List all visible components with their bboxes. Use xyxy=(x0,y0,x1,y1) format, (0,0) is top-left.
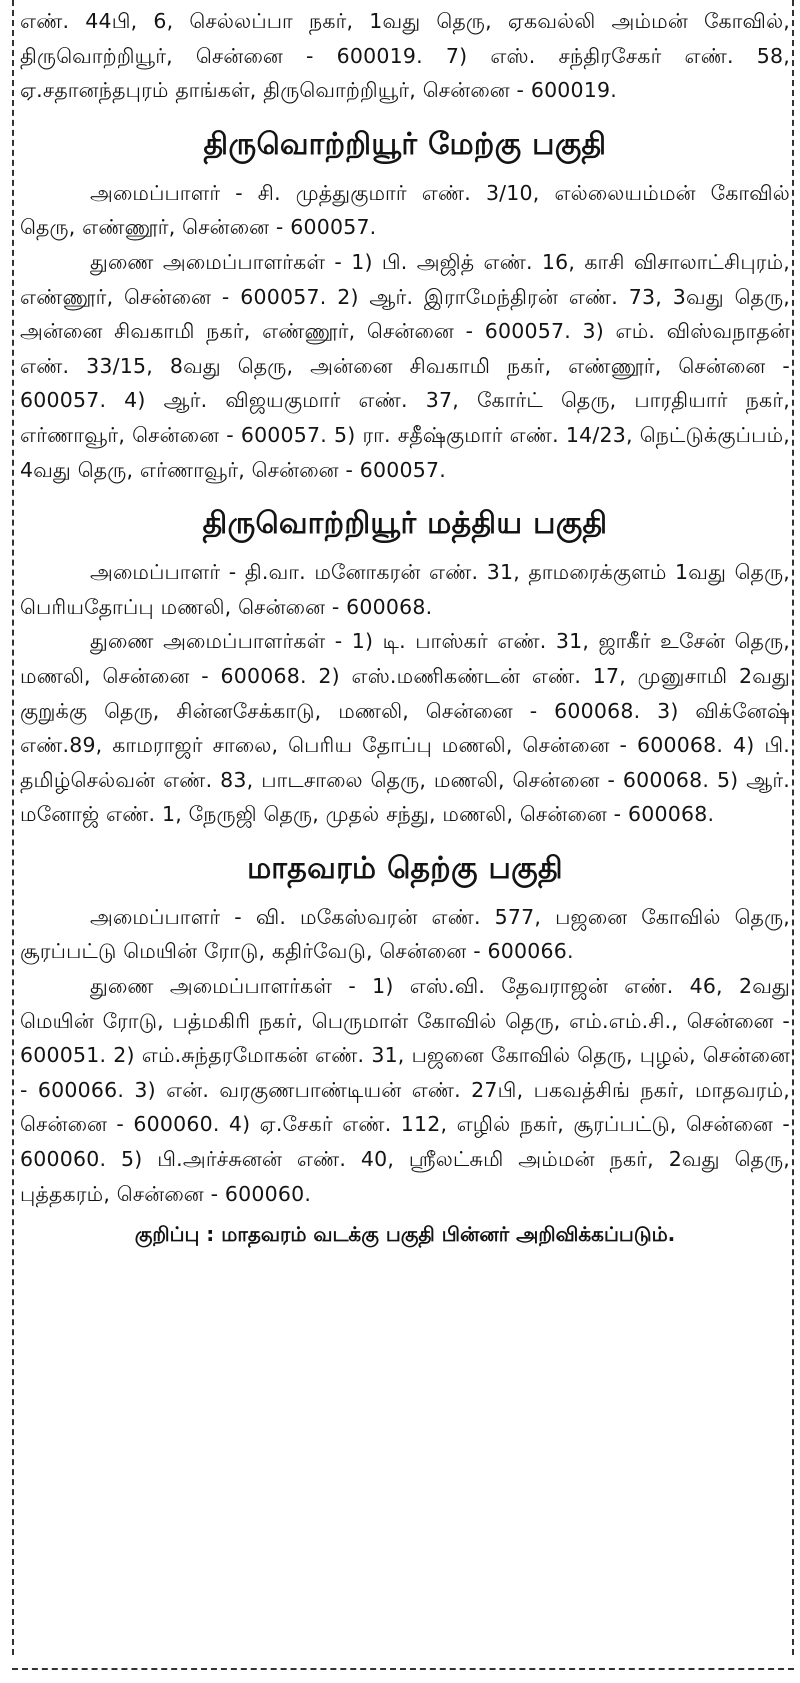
footnote: குறிப்பு : மாதவரம் வடக்கு பகுதி பின்னர் அறிவிக்கப்படும். xyxy=(134,1222,676,1247)
section-thiruvottiyur-central xyxy=(20,501,790,832)
article-body xyxy=(20,4,790,1251)
deputies-paragraph: துணை அமைப்பாளர்கள் - 1) எஸ்.வி. தேவராஜன் எண். 46, 2வது மெயின் ரோடு, பத்மகிரி நகர், பெருமாள் கோவில் தெரு, எம்.எம்.சி., சென்னை - 600051. 2) எம்.சுந்தரமோகன் எண். 31, பஜனை கோவில் தெரு, புழல், சென்னை - 600066. 3) என். வரகுணபாண்டியன் எண். 27பி, பகவத்சிங் நகர், மாதவரம், சென்னை - 600060. 4) ஏ.சேகர் எண். 112, எழில் நகர், சூரப்பட்டு, சென்னை - 600060. 5) பி.அர்ச்சுனன் எண். 40, ஸ்ரீலட்சுமி அம்மன் நகர், 2வது தெரு, புத்தகரம், சென்னை - 600060. xyxy=(20,974,790,1206)
organizer-paragraph: அமைப்பாளர் - சி. முத்துகுமார் எண். 3/10, எல்லையம்மன் கோவில் தெரு, எண்ணூர், சென்னை - 600057. xyxy=(20,180,790,240)
organizer-paragraph: அமைப்பாளர் - வி. மகேஸ்வரன் எண். 577, பஜனை கோவில் தெரு, சூரப்பட்டு மெயின் ரோடு, கதிர்வேடு, சென்னை - 600066. xyxy=(20,904,790,964)
deputies-paragraph: துணை அமைப்பாளர்கள் - 1) பி. அஜித் எண். 16, காசி விசாலாட்சிபுரம், எண்ணூர், சென்னை - 600057. 2) ஆர். இராமேந்திரன் எண். 73, 3வது தெரு, அன்னை சிவகாமி நகர், எண்ணூர், சென்னை - 600057. 3) எம். விஸ்வநாதன் எண். 33/15, 8வது தெரு, அன்னை சிவகாமி நகர், எண்ணூர், சென்னை - 600057. 4) ஆர். விஜயகுமார் எண். 37, கோர்ட் தெரு, பாரதியார் நகர், எர்ணாவூர், சென்னை - 600057. 5) ரா. சதீஷ்குமார் எண். 14/23, நெட்டுக்குப்பம், 4வது தெரு, எர்ணாவூர், சென்னை - 600057. xyxy=(20,249,790,482)
dashed-border-left xyxy=(12,0,14,1655)
intro-paragraph: எண். 44பி, 6, செல்லப்பா நகர், 1வது தெரு, ஏகவல்லி அம்மன் கோவில், திருவொற்றியூர், சென்னை - 600019. 7) எஸ். சந்திரசேகர் எண். 58, ஏ.சதானந்தபுரம் தாங்கள், திருவொற்றியூர், சென்னை - 600019. xyxy=(20,9,790,103)
section-madhavaram-south xyxy=(20,846,790,1211)
organizer-paragraph: அமைப்பாளர் - தி.வா. மனோகரன் எண். 31, தாமரைக்குளம் 1வது தெரு, பெரியதோப்பு மணலி, சென்னை - 600068. xyxy=(20,560,790,619)
dashed-border-bottom xyxy=(12,1668,794,1670)
deputies-paragraph: துணை அமைப்பாளர்கள் - 1) டி. பாஸ்கர் எண். 31, ஜாகீர் உசேன் தெரு, மணலி, சென்னை - 600068. 2) எஸ்.மணிகண்டன் எண். 17, முனுசாமி 2வது குறுக்கு தெரு, சின்னசேக்காடு, மணலி, சென்னை - 600068. 3) விக்னேஷ் எண்.89, காமராஜர் சாலை, பெரிய தோப்பு மணலி, சென்னை - 600068. 4) பி. தமிழ்செல்வன் எண். 83, பாடசாலை தெரு, மணலி, சென்னை - 600068. 5) ஆர். மனோஜ் எண். 1, நேருஜி தெரு, முதல் சந்து, மணலி, சென்னை - 600068. xyxy=(20,629,790,827)
dashed-border-right xyxy=(792,0,794,1655)
section-heading: திருவொற்றியூர் மத்திய பகுதி xyxy=(202,506,608,542)
section-heading: திருவொற்றியூர் மேற்கு பகுதி xyxy=(203,126,607,162)
section-heading: மாதவரம் தெற்கு பகுதி xyxy=(247,850,563,886)
section-thiruvottiyur-west xyxy=(20,122,790,487)
